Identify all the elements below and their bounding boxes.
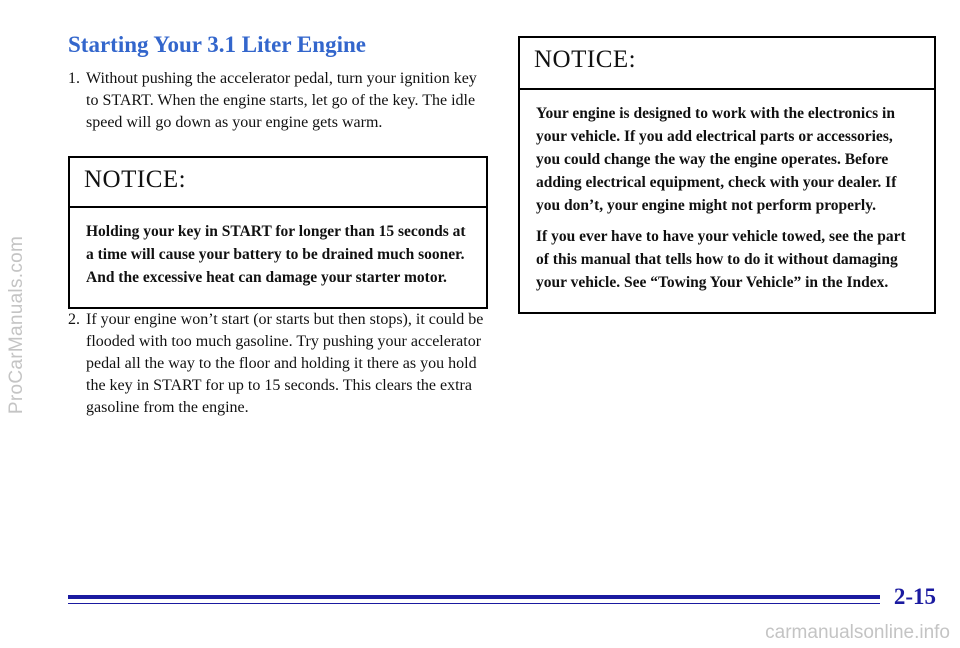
- side-watermark-text: ProCarManuals.com: [6, 235, 27, 415]
- notice-heading: NOTICE:: [520, 38, 934, 90]
- notice-paragraph: Holding your key in START for longer than 15 seconds at a time will cause your battery to be drained much sooner. And the excessive heat can damage your starter motor.: [86, 223, 466, 286]
- step-1: [68, 68, 488, 134]
- step-2-number: 2.: [68, 311, 80, 328]
- step-2: [68, 309, 488, 419]
- bottom-watermark: carmanualsonline.info: [765, 622, 950, 643]
- right-column: [518, 36, 936, 314]
- notice-paragraph: Your engine is designed to work with the electronics in your vehicle. If you add electrical parts or accessories, you could change the way the engine operates. Before adding electrical equipment, check with your dealer. If you don’t, your engine might not perform properly.: [536, 105, 897, 214]
- notice-paragraph: If you ever have to have your vehicle towed, see the part of this manual that tells how to do it without damaging your vehicle. See “Towing Your Vehicle” in the Index.: [536, 228, 906, 291]
- steps-list-second: [68, 309, 488, 419]
- notice-body: [70, 208, 486, 307]
- footer-rule-thick: [68, 595, 880, 599]
- notice-body: [520, 90, 934, 312]
- side-watermark: [4, 90, 30, 560]
- page-number: 2-15: [893, 584, 936, 609]
- step-2-text: If your engine won’t start (or starts but then stops), it could be flooded with too much gasoline. Try pushing your accelerator pedal all the way to the floor and holding it there as you hold the key in START for up to 15 seconds. This clears the extra gasoline from the engine.: [86, 311, 484, 416]
- section-title: Starting Your 3.1 Liter Engine: [68, 32, 366, 57]
- notice-box-electronics: [518, 36, 936, 314]
- step-1-text: Without pushing the accelerator pedal, turn your ignition key to START. When the engine starts, let go of the key. The idle speed will go down as your engine gets warm.: [86, 70, 477, 131]
- step-1-number: 1.: [68, 70, 80, 87]
- steps-list-first: [68, 68, 488, 134]
- notice-heading: NOTICE:: [70, 158, 486, 208]
- notice-box-battery: [68, 156, 488, 309]
- left-column: [68, 32, 488, 419]
- footer-rule: [68, 595, 880, 604]
- footer-rule-thin: [68, 603, 880, 604]
